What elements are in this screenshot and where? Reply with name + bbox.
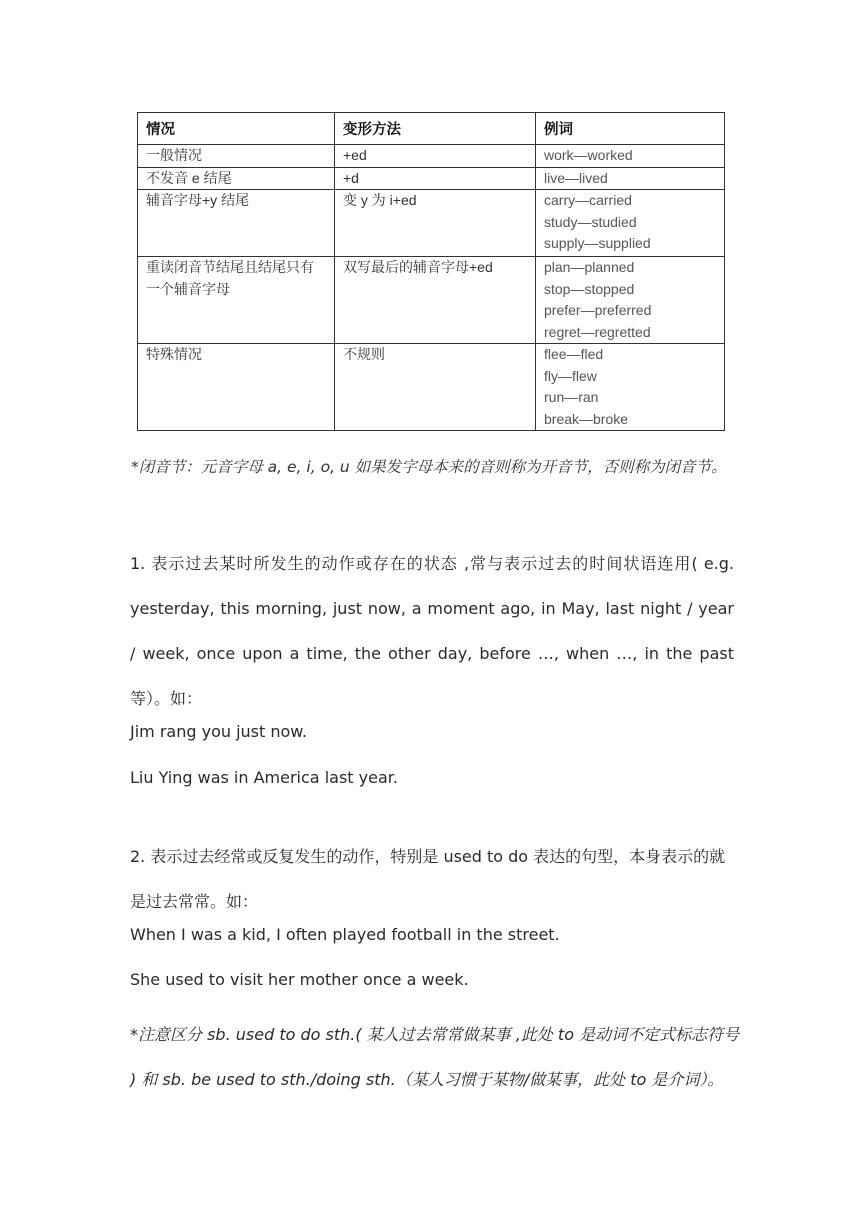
section-1-example: Liu Ying was in America last year. [130,768,398,787]
header-situation: 情况 [138,113,335,145]
example-word: prefer—preferred [544,302,652,318]
section-2-text: 2. 表示过去经常或反复发生的动作，特别是 used to do 表达的句型，本身表示的就是过去常常。如： [130,847,726,911]
cell-situation: 特殊情况 [138,344,335,431]
example-word: break—broke [544,410,629,427]
table-header-row [138,113,725,145]
cell-situation: 一般情况 [138,145,335,168]
cell-situation: 不发音 e 结尾 [138,167,335,190]
header-examples: 例词 [536,113,725,145]
cell-examples [536,145,725,168]
past-tense-rules-table [137,112,725,431]
example-word: supply—supplied [544,235,651,251]
section-2-example: She used to visit her mother once a week. [130,970,469,989]
cell-examples [536,167,725,190]
table-row [138,190,725,257]
example-word: carry—carried [544,192,632,208]
used-to-note: *注意区分 sb. used to do sth.( 某人过去常常做某事 ,此处 to 是动词不定式标志符号 ) 和 sb. be used to sth./doing sth.（某人习惯于某物/做某事，此处 to 是介词）。 [130,1025,740,1089]
table-row [138,167,725,190]
example-word: stop—stopped [544,280,635,297]
table-row [138,344,725,431]
cell-method: +d [335,167,536,190]
cell-method: 变 y 为 i+ed [335,190,536,257]
cell-method: 不规则 [335,344,536,431]
cell-examples [536,257,725,344]
example-word: study—studied [544,213,637,230]
cell-method: 双写最后的辅音字母+ed [335,257,536,344]
example-word: run—ran [544,389,599,405]
example-word: work—worked [544,147,633,163]
section-2-example: When I was a kid, I often played football in the street. [130,925,560,944]
example-word: fly—flew [544,367,597,384]
closed-syllable-note: *闭音节：元音字母 a, e, i, o, u 如果发字母本来的音则称为开音节，否则称为闭音节。 [131,458,727,476]
example-word: regret—regretted [544,323,651,340]
example-word: live—lived [544,169,608,186]
table-row [138,145,725,168]
example-word: flee—fled [544,346,604,362]
table-row [138,257,725,344]
header-method: 变形方法 [335,113,536,145]
cell-examples [536,344,725,431]
cell-method: +ed [335,145,536,168]
section-1-text: 1. 表示过去某时所发生的动作或存在的状态 ,常与表示过去的时间状语连用( e.g. yesterday, this morning, just now, a moment ago, in May, last night / year / week, once upon a time, the other day, before …, when …, in the past 等）。如： [130,554,734,708]
cell-examples [536,190,725,257]
cell-situation: 重读闭音节结尾且结尾只有一个辅音字母 [138,257,335,344]
section-1-example: Jim rang you just now. [130,722,307,741]
cell-situation: 辅音字母+y 结尾 [138,190,335,257]
example-word: plan—planned [544,259,635,275]
